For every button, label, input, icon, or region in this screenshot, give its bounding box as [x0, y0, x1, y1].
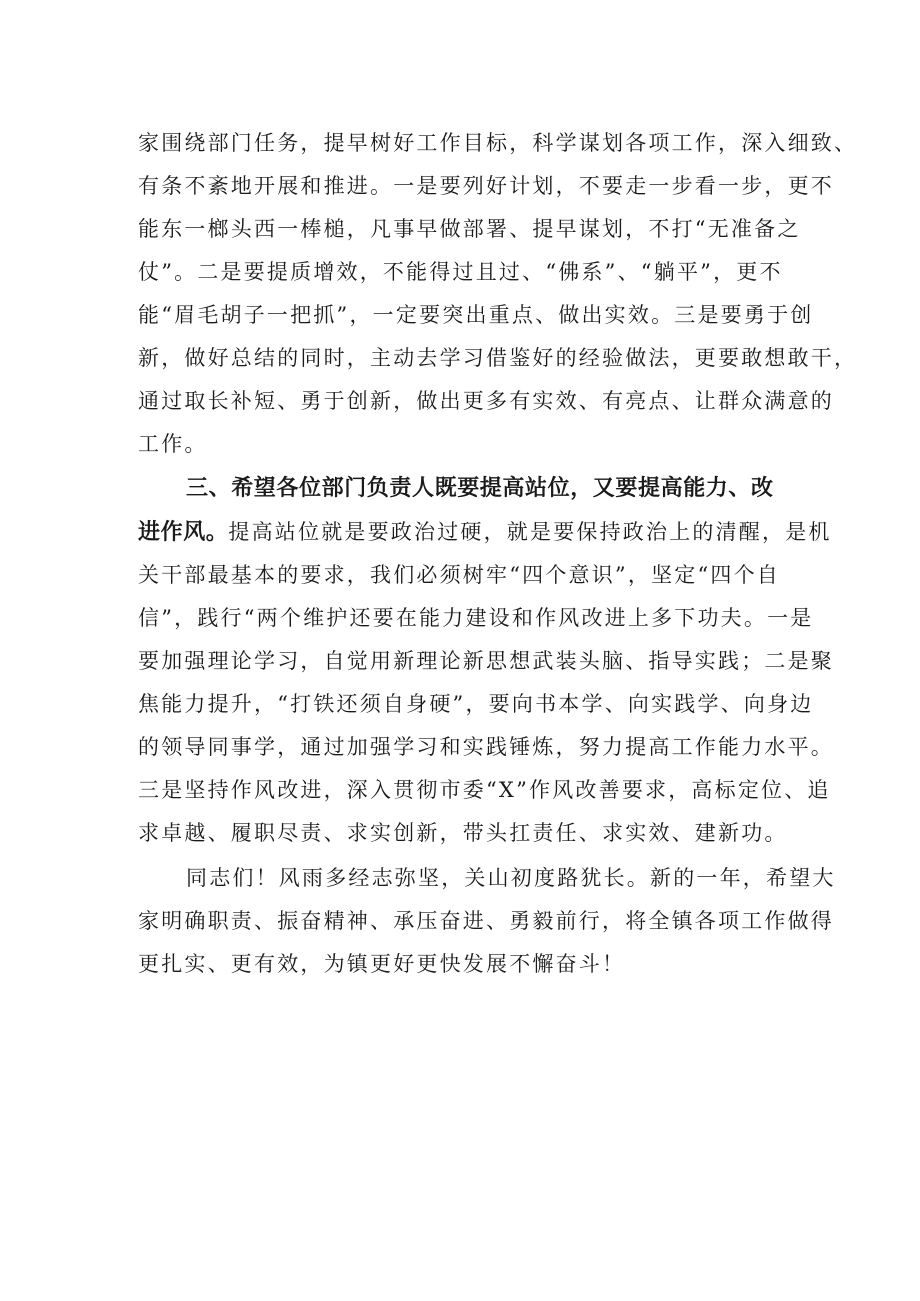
closing-line-2: 家明确职责、振奋精神、承压奋进、勇毅前行，将全镇各项工作做得 [138, 909, 834, 933]
paragraph-1-line-6: 新，做好总结的同时，主动去学习借鉴好的经验做法，更要敢想敢干， [138, 346, 858, 370]
closing-line-3: 更扎实、更有效，为镇更好更快发展不懈奋斗！ [138, 952, 626, 976]
section-3-line-1: 关干部最基本的要求，我们必须树牢“四个意识”，坚定“四个自 [138, 563, 781, 587]
paragraph-1-line-4: 仗”。二是要提质增效，不能得过且过、“佛系”、“躺平”，更不 [138, 260, 783, 284]
paragraph-1-line-5: 能“眉毛胡子一把抓”，一定要突出重点、做出实效。三是要勇于创 [138, 303, 814, 327]
paragraph-1-line-2: 有条不紊地开展和推进。一是要列好计划，不要走一步看一步，更不 [138, 174, 834, 198]
section-3-line-6: 三是坚持作风改进，深入贯彻市委“X”作风改善要求，高标定位、追 [138, 778, 831, 802]
paragraph-1-line-3: 能东一榔头西一棒槌，凡事早做部署、提早谋划，不打“无准备之 [138, 217, 801, 241]
section-3-line-2: 信”，践行“两个维护还要在能力建设和作风改进上多下功夫。一是 [138, 606, 814, 630]
section-3-heading-line-1: 三、希望各位部门负责人既要提高站位，又要提高能力、改 [186, 476, 774, 501]
section-3-line-7: 求卓越、履职尽责、求实创新，带头扛责任、求实效、建新功。 [138, 821, 788, 845]
section-3-line-3: 要加强理论学习，自觉用新理论新思想武装头脑、指导实践；二是聚 [138, 649, 834, 673]
section-3-body-start: 提高站位就是要政治过硬，就是要保持政治上的清醒，是机 [228, 520, 832, 544]
section-3-heading-line-2 [138, 517, 832, 547]
paragraph-1-line-8: 工作。 [138, 432, 208, 456]
paragraph-1-line-7: 通过取长补短、勇于创新，做出更多有实效、有亮点、让群众满意的 [138, 389, 834, 413]
section-3-line-5: 的领导同事学，通过加强学习和实践锤炼，努力提高工作能力水平。 [138, 735, 834, 759]
section-3-line-4: 焦能力提升，“打铁还须自身硬”，要向书本学、向实践学、向身边 [138, 692, 814, 716]
section-3-heading-bold-end: 进作风。 [138, 520, 229, 545]
paragraph-1-line-1: 家围绕部门任务，提早树好工作目标，科学谋划各项工作，深入细致、 [138, 131, 858, 155]
closing-line-1: 同志们！风雨多经志弥坚，关山初度路犹长。新的一年，希望大 [186, 866, 836, 890]
